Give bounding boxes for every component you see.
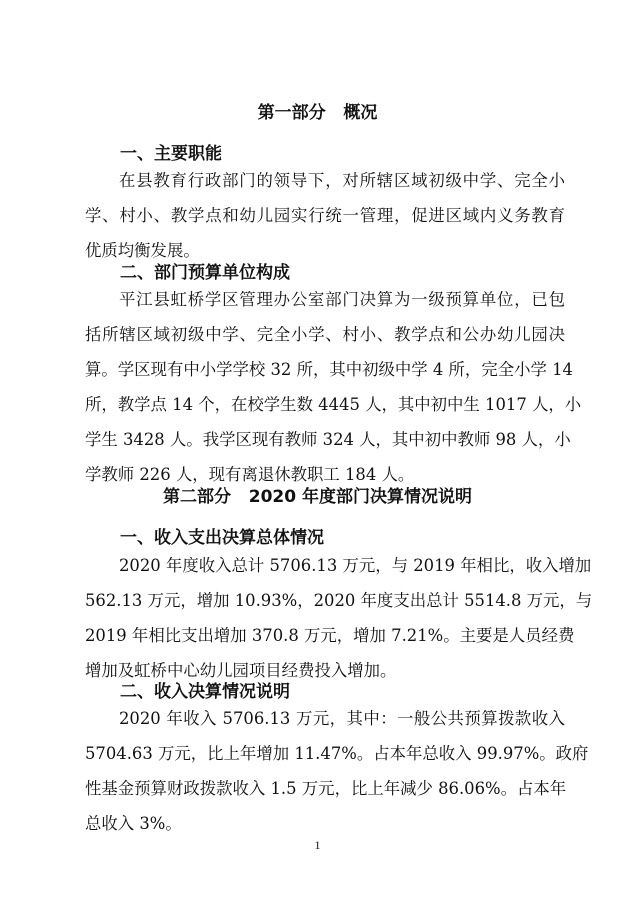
section-heading-income-expense-overview: 一、收入支出决算总体情况 <box>120 528 324 548</box>
text-line: 在县教育行政部门的领导下，对所辖区域初级中学、完全小 <box>119 171 565 190</box>
text-line: 优质均衡发展。 <box>85 241 200 260</box>
text-line: 增加及虹桥中心幼儿园项目经费投入增加。 <box>85 661 397 680</box>
page-number: 1 <box>314 838 321 852</box>
section-heading-main-functions: 一、主要职能 <box>120 144 222 164</box>
text-line: 总收入 3%。 <box>85 814 182 833</box>
text-line: 算。学区现有中小学学校 32 所，其中初级中学 4 所，完全小学 14 <box>85 360 573 379</box>
text-line: 平江县虹桥学区管理办公室部门决算为一级预算单位，已包 <box>119 290 565 309</box>
text-line: 2020 年度收入总计 5706.13 万元，与 2019 年相比，收入增加 <box>119 556 592 575</box>
text-line: 2020 年收入 5706.13 万元，其中：一般公共预算拨款收入 <box>119 709 565 728</box>
section-heading-income-details: 二、收入决算情况说明 <box>120 682 290 702</box>
text-line: 学、村小、教学点和幼儿园实行统一管理，促进区域内义务教育 <box>85 206 565 225</box>
paragraph-budget-units <box>85 282 582 492</box>
text-line: 学生 3428 人。我学区现有教师 324 人，其中初中教师 98 人，小 <box>85 430 571 449</box>
paragraph-income-expense-overview <box>85 548 593 688</box>
section-heading-budget-units: 二、部门预算单位构成 <box>120 263 290 283</box>
text-line: 所，教学点 14 个，在校学生数 4445 人，其中初中生 1017 人，小 <box>85 395 582 414</box>
text-line: 562.13 万元，增加 10.93%，2020 年度支出总计 5514.8 万元，与 <box>85 591 593 610</box>
text-line: 括所辖区域初级中学、完全小学、村小、教学点和公办幼儿园决 <box>85 325 565 344</box>
part2-title: 第二部分 2020 年度部门决算情况说明 <box>163 487 472 507</box>
text-line: 学教师 226 人，现有离退休教职工 184 人。 <box>85 465 415 484</box>
paragraph-income-details <box>85 701 589 841</box>
paragraph-main-functions <box>85 163 565 268</box>
text-line: 性基金预算财政拨款收入 1.5 万元，比上年减少 86.06%。占本年 <box>85 779 567 798</box>
text-line: 2019 年相比支出增加 370.8 万元，增加 7.21%。主要是人员经费 <box>85 626 575 645</box>
part1-title: 第一部分 概况 <box>257 103 378 123</box>
text-line: 5704.63 万元，比上年增加 11.47%。占本年总收入 99.97%。政府 <box>85 744 589 763</box>
